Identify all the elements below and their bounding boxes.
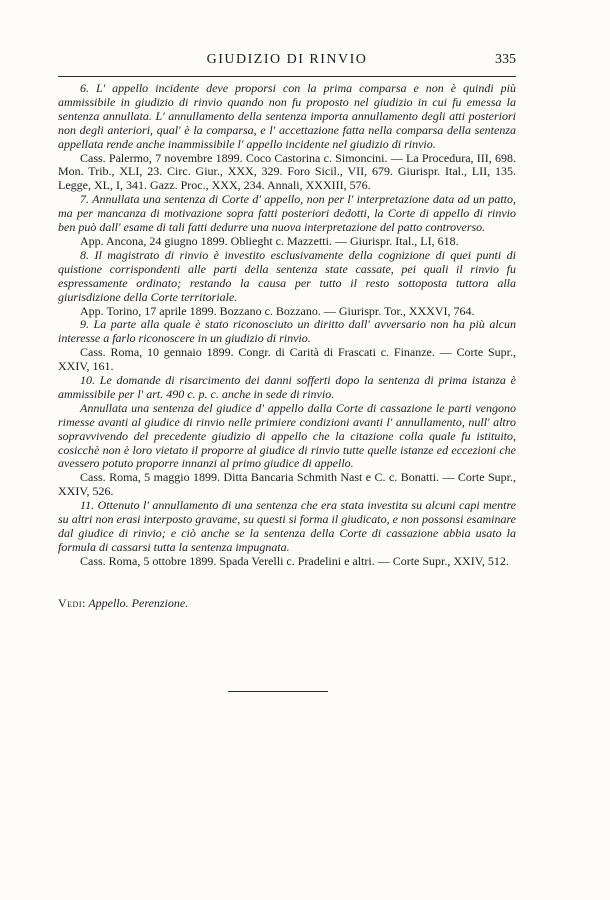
citation-7: App. Ancona, 24 giugno 1899. Oblieght c. Mazzetti. — Giurispr. Ital., LI, 618. — [80, 233, 459, 248]
holding-7: 7. Annullata una sentenza di Corte d' appello, non per l' interpretazione data ad un patto, ma per mancanza di motivazione sopra fatti posteriori dedotti, la Corte di appello di rinvio ben può dall' esame di tali fatti dedurre una nuova interpretazione del patto controverso. — [58, 192, 516, 235]
running-title: GIUDIZIO DI RINVIO — [206, 52, 368, 67]
section-end-rule — [228, 691, 328, 692]
header-rule — [58, 76, 516, 77]
citation-9: Cass. Roma, 10 gennaio 1899. Congr. di Carità di Frascati c. Finanze. — Corte Supr., XXIV, 161. — [58, 345, 516, 374]
page-number: 335 — [495, 52, 516, 67]
holding-9: 9. La parte alla quale è stato riconosciuto un diritto dall' avversario non ha più alcun interesse a farlo riconoscere in un giudizio di rinvio. — [58, 317, 516, 346]
citation-6: Cass. Palermo, 7 novembre 1899. Coco Castorina c. Simoncini. — La Procedura, III, 698. Mon. Trib., XLI, 23. Circ. Giur., XXX, 329. Foro Sicil., VII, 679. Giurispr. Ital., LII, 135. Legge, XL, I, 341. Gazz. Proc., XXX, 234. Annali, XXXIII, 576. — [58, 150, 516, 193]
see-also: Vedi: Appello. Perenzione. — [58, 595, 189, 610]
citation-8: App. Torino, 17 aprile 1899. Bozzano c. Bozzano. — Giurispr. Tor., XXXVI, 764. — [80, 303, 475, 318]
holding-6: 6. L' appello incidente deve proporsi con la prima comparsa e non è quindi più ammissibile in giudizio di rinvio quando non fu proposto nel giudizio in cui fu emessa la sentenza annullata. L' annullamento della sentenza importa annullamento degli atti posteriori non degli anteriori, qual' è la comparsa, e l' accettazione fatta nella comparsa della sentenza appellata rende anche inammissibile l' appello incidente nel giudizio di rinvio. — [58, 81, 516, 151]
holding-8: 8. Il magistrato di rinvio è investito esclusivamente della cognizione di quei punti di quistione corrispondenti alle parti della sentenza state cassate, pei quali il rinvio fu espressamente ordinato; restando la causa per tutto il resto sottoposta tuttora alla giurisdizione della Corte territoriale. — [58, 247, 516, 304]
holding-10: 10. Le domande di risarcimento dei danni sofferti dopo la sentenza di prima istanza è ammissibile per l' art. 490 c. p. c. anche in sede di rinvio. — [58, 373, 516, 401]
citation-11: Cass. Roma, 5 ottobre 1899. Spada Verelli c. Pradelini e altri. — Corte Supr., XXIV, 512. — [80, 553, 509, 568]
holding-10-second: Annullata una sentenza del giudice d' appello dalla Corte di cassazione le parti vengono rimesse avanti al giudice di rinvio nelle primiere condizioni avanti l' annullamento, null' altro sopravvivendo del precedente giudizio di appello che la citazione colla quale fu istituito, cosicchè non è loro vietato il proporre al giudice di rinvio tutte quelle istanze ed eccezioni che avessero potuto proporre innanzi al primo giudice di appello. — [58, 400, 516, 471]
see-also-label: Vedi — [58, 595, 82, 610]
holding-11: 11. Ottenuto l' annullamento di una sentenza che era stata investita su alcuni capi mentre su altri non erasi interposto gravame, su questi si forma il giudicato, e non possonsi esaminare dal giudice di rinvio; e ciò anche se la sentenza della Corte di cassazione abbia usato la formula di cassarsi tutta la sentenza impugnata. — [58, 498, 516, 554]
page-body — [58, 82, 516, 611]
see-also-refs: Appello. Perenzione. — [88, 595, 189, 610]
page-header — [58, 52, 516, 72]
citation-10: Cass. Roma, 5 maggio 1899. Ditta Bancaria Schmith Nast e C. c. Bonatti. — Corte Supr., XXIV, 526. — [58, 470, 516, 499]
